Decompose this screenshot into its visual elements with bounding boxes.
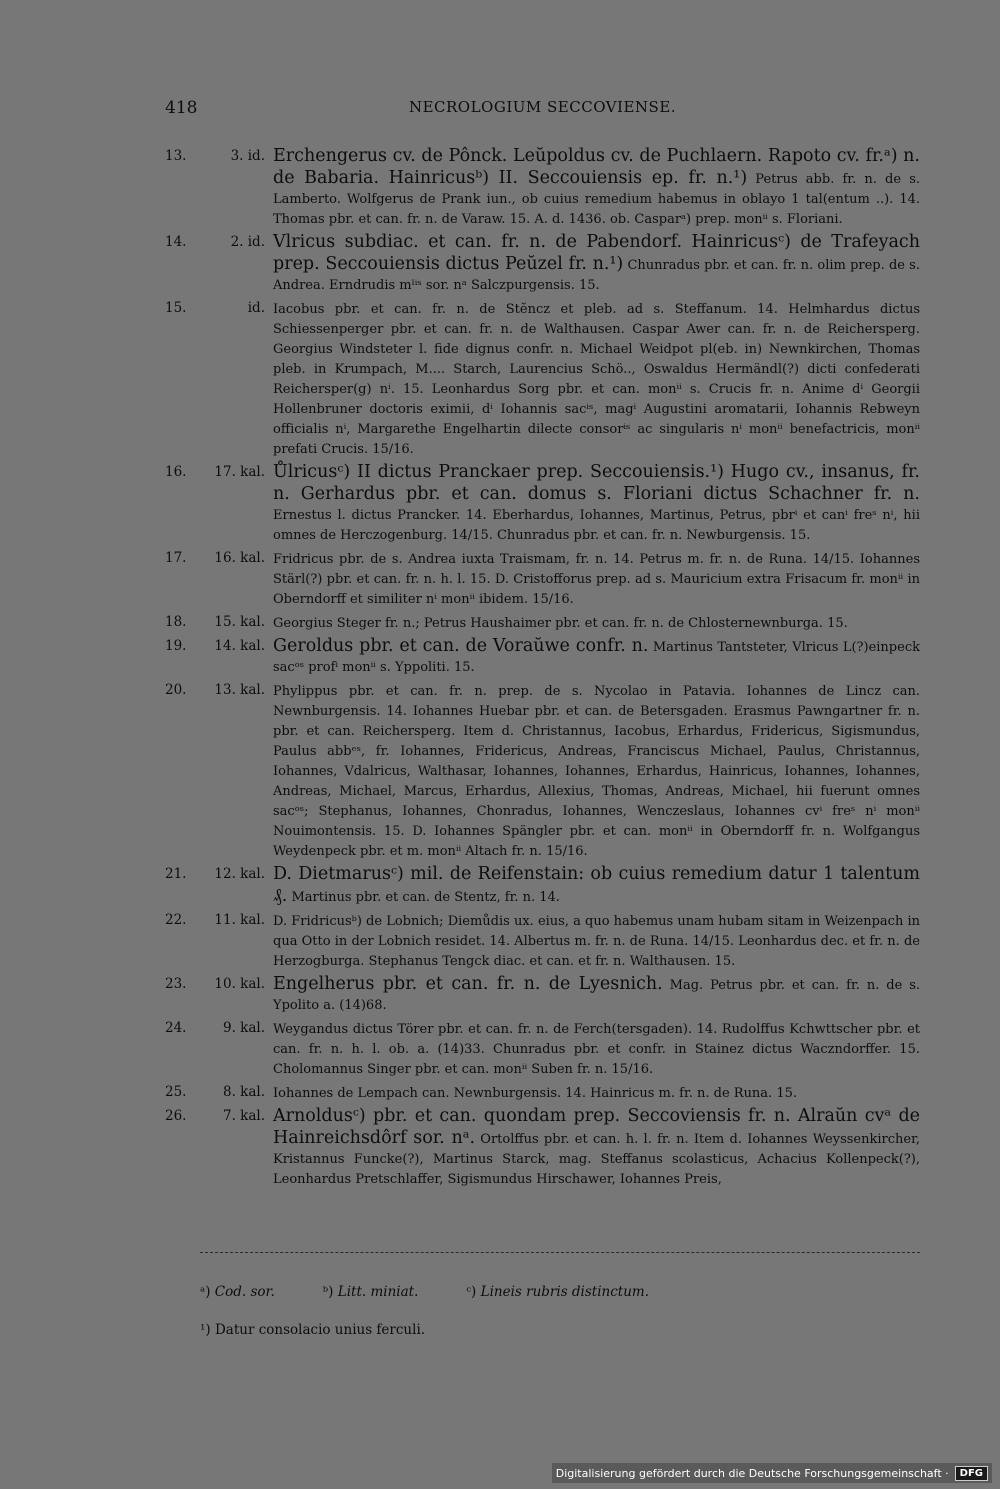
entry-row (165, 974, 920, 1016)
entry-number: 17. (165, 550, 187, 566)
entry-small-text: Iacobus pbr. et can. fr. n. de Stĕncz et pleb. ad s. Steffanum. 14. Helmhardus dictus Schiessenperger pbr. et can. fr. n. de Walthausen. Caspar Awer can. fr. n. de Reichersperg. Georgius Windsteter l. fide dignus confr. n. Michael Weidpot pl(eb. in) Newnkirchen, Thomas pleb. in Krumpach, M.... Starch, Laurencius Schö.., Oswaldus Hermändl(?) dicti confederati Reichersper(g) nⁱ. 15. Leonhardus Sorg pbr. et can. monⁱⁱ s. Crucis fr. n. Anime dⁱ Georgii Hollenbruner doctoris eximii, dⁱ Iohannis sacⁱˢ, magⁱ Augustini aromatarii, Iohannis Rebweyn officialis nⁱ, Margarethe Engelhartin dilecte consorⁱˢ ac singularis nⁱ monⁱⁱ benefactricis, monⁱⁱ prefati Crucis. 15/16. (273, 302, 920, 457)
entry-date: 2. id. (230, 234, 265, 250)
entry-date: 10. kal. (214, 976, 265, 992)
entry-text (265, 680, 920, 862)
entry-large-text: Ůlricusᶜ) II dictus Pranckaer prep. Seccouiensis.¹) Hugo cv., insanus, fr. n. Gerhardus pbr. et can. domus s. Floriani dictus Schachner fr. n. (273, 462, 920, 504)
entry-large-text: Erchengerus cv. de Pônck. Leŭpoldus cv. de Puchlaern. Rapoto cv. fr.ᵃ) n. de Babaria. Hainricusᵇ) II. Seccouiensis ep. fr. n.¹) (273, 146, 920, 188)
entry-date: 15. kal. (214, 614, 265, 630)
entry-large-text: Engelherus pbr. et can. fr. n. de Lyesnich. (273, 974, 663, 994)
entry-row (165, 864, 920, 908)
entry-small-text: Ortolffus pbr. et can. h. l. fr. n. Item d. Iohannes Weyssenkircher, Kristannus Funcke(?), Martinus Starck, mag. Steffanus scolasticus, Achacius Kollenpeck(?), Leonhardus Pretschlaffer, Sigismundus Hirschawer, Iohannes Preis, (273, 1132, 920, 1187)
entry-number: 23. (165, 976, 187, 992)
footnote-1: ¹) Datur consolacio unius ferculi. (200, 1322, 426, 1338)
entry-large-text: Vlricus subdiac. et can. fr. n. de Pabendorf. Hainricusᶜ) de Trafeyach prep. Seccouiensis dictus Peŭzel fr. n.¹) (273, 232, 920, 274)
entry-date: 13. kal. (214, 682, 265, 698)
entry-row (165, 146, 920, 230)
entry-text (265, 298, 920, 460)
entry-small-text: Martinus pbr. et can. de Stentz, fr. n. 14. (287, 890, 560, 905)
entry-small-text: Mag. Petrus pbr. et can. fr. n. de s. Ypolito a. (14)68. (273, 978, 920, 1013)
entry-text (265, 974, 920, 1016)
entry-date: id. (247, 300, 265, 316)
page-header (165, 98, 920, 122)
dfg-credit[interactable] (552, 1463, 992, 1483)
entry-date: 3. id. (230, 148, 265, 164)
entry-number: 24. (165, 1020, 187, 1036)
entry-text (265, 910, 920, 972)
entry-number: 14. (165, 234, 187, 250)
entry-date: 14. kal. (214, 638, 265, 654)
credit-text: Digitalisierung gefördert durch die Deutsche Forschungsgemeinschaft · (555, 1466, 949, 1480)
entry-text (265, 612, 920, 634)
entry-number: 25. (165, 1084, 187, 1100)
entry-number: 22. (165, 912, 187, 928)
entry-small-text: Phylippus pbr. et can. fr. n. prep. de s. Nycolao in Patavia. Iohannes de Lincz can. Newnburgensis. 14. Iohannes Huebar pbr. et can. de Betersgaden. Erasmus Pawngartner fr. n. pbr. et can. Reichersperg. Item d. Christannus, Iacobus, Erhardus, Fridericus, Sigismundus, Paulus abbᵉˢ, fr. Iohannes, Fridericus, Andreas, Franciscus Michael, Paulus, Christannus, Iohannes, Vdalricus, Walthasar, Iohannes, Iohannes, Erhardus, Hainricus, Iohannes, Iohannes, Andreas, Michael, Marcus, Erhardus, Allexius, Thomas, Andreas, Michael, hii fuerunt omnes sacᵒˢ; Stephanus, Iohannes, Chonradus, Iohannes, Wenczeslaus, Iohannes cvⁱ freˢ nⁱ monⁱⁱ Nouimontensis. 15. D. Iohannes Spängler pbr. et can. monⁱⁱ in Oberndorff fr. n. Wolfgangus Weydenpeck pbr. et m. monⁱⁱ Altach fr. n. 15/16. (273, 684, 920, 859)
entry-row (165, 1106, 920, 1190)
footnote-a: ᵃ) Cod. sor. (200, 1284, 275, 1300)
entry-number: 18. (165, 614, 187, 630)
entry-date: 9. kal. (222, 1020, 265, 1036)
entry-number: 16. (165, 464, 187, 480)
entry-date: 7. kal. (222, 1108, 265, 1124)
entry-number: 26. (165, 1108, 187, 1124)
entry-small-text: Fridricus pbr. de s. Andrea iuxta Traismam, fr. n. 14. Petrus m. fr. n. de Runa. 14/15. Iohannes Stärl(?) pbr. et can. fr. n. h. l. 15. D. Cristofforus prep. ad s. Mauricium extra Frisacum fr. monⁱⁱ in Oberndorff et similiter nⁱ monⁱⁱ ibidem. 15/16. (273, 552, 920, 607)
entry-row (165, 1018, 920, 1080)
footnote-c: ᶜ) Lineis rubris distinctum. (466, 1284, 650, 1300)
entry-text (265, 1018, 920, 1080)
entry-large-text: Geroldus pbr. et can. de Voraŭwe confr. n. (273, 636, 649, 656)
entry-row (165, 548, 920, 610)
entry-row (165, 298, 920, 460)
entry-date: 12. kal. (214, 866, 265, 882)
entry-large-text: D. Dietmarusᶜ) mil. de Reifenstain: ob cuius remedium datur 1 talentum ₰. (273, 864, 920, 906)
running-title: NECROLOGIUM SECCOVIENSE. (408, 98, 677, 116)
entry-text (265, 146, 920, 230)
entry-small-text: Petrus abb. fr. n. de s. Lamberto. Wolfgerus de Prank iun., ob cuius remedium habemus in oblayo 1 tal(entum ..). 14. Thomas pbr. et can. fr. n. de Varaw. 15. A. d. 1436. ob. Casparᵃ) prep. monⁱⁱ s. Floriani. (273, 172, 920, 227)
footnote-b: ᵇ) Litt. miniat. (322, 1284, 419, 1300)
entry-number: 21. (165, 866, 187, 882)
entry-text (265, 636, 920, 678)
entry-row (165, 1082, 920, 1104)
entry-small-text: Georgius Steger fr. n.; Petrus Haushaimer pbr. et can. fr. n. de Chlosternewnburga. 15. (273, 616, 848, 631)
entry-small-text: Chunradus pbr. et can. fr. n. olim prep. de s. Andrea. Erndrudis mˡⁱˢ sor. nᵃ Salczpurgensis. 15. (273, 258, 920, 293)
footnote-divider (200, 1252, 920, 1253)
entry-row (165, 636, 920, 678)
entry-text (265, 1082, 920, 1104)
entry-date: 16. kal. (214, 550, 265, 566)
entry-row (165, 910, 920, 972)
entry-number: 19. (165, 638, 187, 654)
entry-date: 11. kal. (214, 912, 265, 928)
entry-small-text: Iohannes de Lempach can. Newnburgensis. 14. Hainricus m. fr. n. de Runa. 15. (273, 1086, 797, 1101)
dfg-logo: DFG (955, 1466, 988, 1481)
entry-row (165, 612, 920, 634)
entry-text (265, 864, 920, 908)
entry-small-text: Ernestus l. dictus Prancker. 14. Eberhardus, Iohannes, Martinus, Petrus, pbrⁱ et canⁱ freˢ nⁱ, hii omnes de Herczogenburg. 14/15. Chunradus pbr. et can. fr. n. Newburgensis. 15. (273, 508, 920, 543)
entry-large-text: Arnoldusᶜ) pbr. et can. quondam prep. Seccoviensis fr. n. Alraŭn cvᵃ de Hainreichsdôrf sor. nᵃ. (273, 1106, 920, 1148)
entry-date: 8. kal. (222, 1084, 265, 1100)
necrology-entries (165, 146, 920, 1192)
entry-row (165, 232, 920, 296)
footnotes (200, 1284, 920, 1338)
entry-number: 13. (165, 148, 187, 164)
entry-text (265, 462, 920, 546)
entry-small-text: Martinus Tantsteter, Vlricus L(?)einpeck sacᵒˢ profⁱ monⁱⁱ s. Yppoliti. 15. (273, 640, 920, 675)
entry-text (265, 232, 920, 296)
entry-number: 20. (165, 682, 187, 698)
entry-small-text: D. Fridricusᵇ) de Lobnich; Diemůdis ux. eius, a quo habemus unam hubam sitam in Weizenpach in qua Otto in der Lobnich residet. 14. Albertus m. fr. n. de Runa. 14/15. Leonhardus dec. et fr. n. de Herzogburga. Stephanus Tengck diac. et can. et fr. n. Walthausen. 15. (273, 914, 920, 969)
page-number: 418 (165, 98, 198, 118)
entry-small-text: Weygandus dictus Törer pbr. et can. fr. n. de Ferch(tersgaden). 14. Rudolffus Kchwttscher pbr. et can. fr. n. h. l. ob. a. (14)33. Chunradus pbr. et confr. in Stainez dictus Waczndorffer. 15. Cholomannus Singer pbr. et can. monⁱⁱ Suben fr. n. 15/16. (273, 1022, 920, 1077)
entry-text (265, 548, 920, 610)
entry-date: 17. kal. (214, 464, 265, 480)
entry-number: 15. (165, 300, 187, 316)
entry-text (265, 1106, 920, 1190)
entry-row (165, 462, 920, 546)
entry-row (165, 680, 920, 862)
